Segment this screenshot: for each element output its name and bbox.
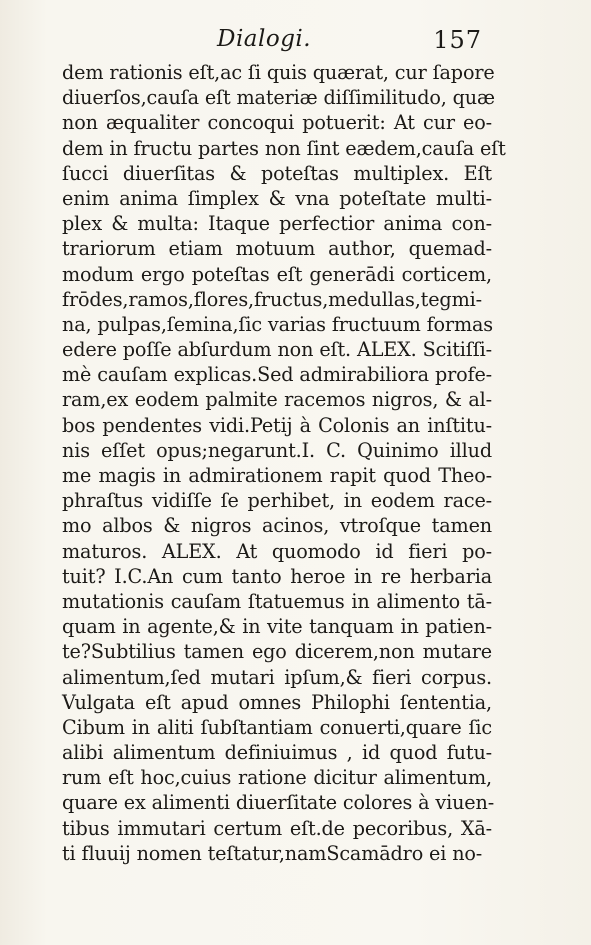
text-line: me magis in admirationem rapit quod Theo- xyxy=(62,464,492,487)
text-line: non æqualiter concoqui potuerit: At cur eo- xyxy=(62,111,492,135)
text-line: Vulgata eſt apud omnes Philophi ſententia, xyxy=(62,690,492,714)
text-line: tibus immutari certum eſt.de pecoribus, Xā- xyxy=(62,816,492,840)
text-line: mo albos & nigros acinos, vtroſque tamen xyxy=(62,514,492,538)
text-line: diuerſos,cauſa eſt materiæ diſſimilitudo, quæ xyxy=(62,86,495,110)
text-line: plex & multa: Itaque perfectior anima con- xyxy=(62,212,492,236)
text-line: te?Subtilius tamen ego dicerem,non mutare xyxy=(62,640,492,664)
page-number: 157 xyxy=(433,26,482,54)
text-line: modum ergo poteſtas eſt generādi corticem, xyxy=(62,262,492,286)
text-line: phraſtus vidiſſe ſe perhibet, in eodem race- xyxy=(62,489,492,513)
text-line: bos pendentes vidi.Petij à Colonis an inſtitu- xyxy=(62,413,492,437)
text-line: enim anima ſimplex & vna poteſtate multi- xyxy=(62,186,492,210)
text-line: frōdes,ramos,flores,fructus,medullas,tegmi- xyxy=(62,287,482,311)
text-line: ti fluuij nomen teſtatur,namScamādro ei no- xyxy=(62,841,483,865)
text-line: maturos. ALEX. At quomodo id fieri po- xyxy=(62,539,492,563)
text-line: ſucci diuerſitas & poteſtas multiplex. Eſt xyxy=(62,161,492,185)
text-line: nis eſſet opus;negarunt.I. C. Quinimo illud xyxy=(62,438,492,462)
text-line: mè cauſam explicas.Sed admirabiliora profe- xyxy=(62,363,492,387)
text-line: mutationis cauſam ſtatuemus in alimento tā- xyxy=(62,589,492,613)
text-line: dem rationis eſt,ac ſi quis quærat, cur ſapore xyxy=(62,61,495,84)
text-line: tuit? I.C.An cum tanto heroe in re herbaria xyxy=(62,564,492,588)
text-line: Cibum in aliti ſubſtantiam conuerti,quare ſic xyxy=(62,715,492,739)
text-line: alimentum,ſed mutari ipſum,& fieri corpus. xyxy=(62,665,492,689)
text-line: quam in agente,& in vite tanquam in patien- xyxy=(62,615,492,639)
text-line: dem in fructu partes non ſint eædem,cauſa eſt xyxy=(62,136,506,160)
text-line: quare ex alimenti diuerſitate colores à viuen- xyxy=(62,791,495,815)
running-title: Dialogi. xyxy=(217,26,312,52)
text-line: rum eſt hoc,cuius ratione dicitur alimentum, xyxy=(62,766,492,790)
text-line: na, pulpas,ſemina,ſic varias fructuum formas xyxy=(62,312,493,336)
text-line: edere poſſe abſurdum non eſt. ALEX. Scitiſſi- xyxy=(62,338,492,362)
text-line: ram,ex eodem palmite racemos nigros, & al- xyxy=(62,388,492,412)
text-line: alibi alimentum definiuimus , id quod futu- xyxy=(62,741,492,765)
text-line: trariorum etiam motuum author, quemad- xyxy=(62,237,492,261)
page-header xyxy=(62,26,482,60)
body-text xyxy=(62,60,506,866)
